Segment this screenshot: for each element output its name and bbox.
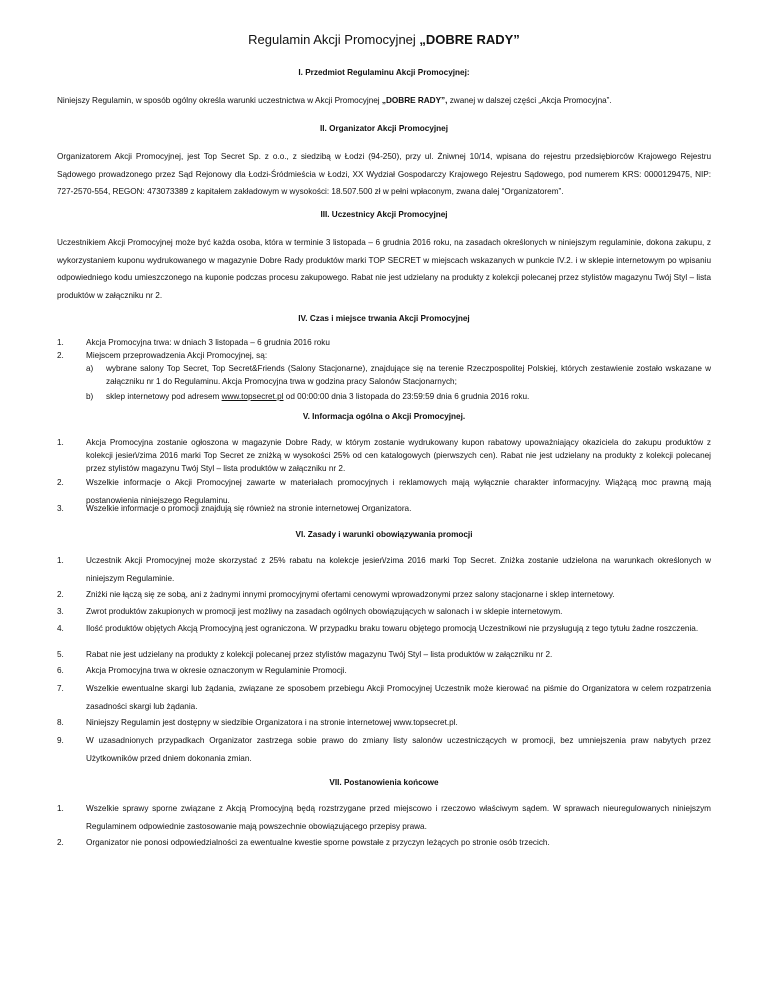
list-number: 6. <box>57 666 64 675</box>
section-5-heading: V. Informacja ogólna o Akcji Promocyjnej. <box>302 412 466 421</box>
section-3-text: Uczestnikiem Akcji Promocyjnej może być każda osoba, która w terminie 3 listopada – 6 grudnia 2016 roku, na zasadach określonych w niniejszym regulaminie, dokona zakupu, z wykorzystaniem kuponu wydrukowanego w magazynie Dobre Rady produktów marki TOP SECRET w miejscach wskazanych w punkcie IV.2. i w sklepie internetowym po wpisaniu odpowiedniego kodu umieszczonego na kuponie podczas procesu zakupowego. Rabat nie jest udzielany na produkty z kolekcji polecanej przez stylistów magazynu Twój Styl – lista produktów w załączniku nr 2. <box>57 238 711 300</box>
section-1-text <box>57 92 711 110</box>
list-number: 3. <box>57 504 64 513</box>
list-number: 1. <box>57 556 64 565</box>
list-item: Wszelkie ewentualne skargi lub żądania, związane ze sposobem przebiegu Akcji Promocyjnej Uczestnik może kierować na piśmie do Organizatora w celem rozpatrzenia zasadności skargi lub żądania. <box>86 684 711 711</box>
list-number: 2. <box>57 590 64 599</box>
list-item: Zniżki nie łączą się ze sobą, ani z żadnymi innymi promocyjnymi ofertami cenowymi wprowadzonymi przez salony stacjonarne i sklep internetowy. <box>86 590 615 599</box>
list-item: Uczestnik Akcji Promocyjnej może skorzystać z 25% rabatu na kolekcje jesień/zima 2016 marki Top Secret. Zniżka zostanie udzielona na warunkach określonych w niniejszym Regulaminie. <box>86 556 711 583</box>
list-item: Wszelkie informacje o promocji znajdują się również na stronie internetowej Organizatora. <box>86 504 412 513</box>
section-6-heading: VI. Zasady i warunki obowiązywania promocji <box>295 530 473 539</box>
list-number: 4. <box>57 624 64 633</box>
title-bold: „DOBRE RADY” <box>419 32 520 47</box>
section-4-heading: IV. Czas i miejsce trwania Akcji Promocyjnej <box>298 314 470 323</box>
list-item: Akcja Promocyjna trwa: w dniach 3 listopada – 6 grudnia 2016 roku <box>86 338 330 347</box>
item-b-text: sklep internetowy pod adresem <box>106 392 222 401</box>
list-item: Rabat nie jest udzielany na produkty z kolekcji polecanej przez stylistów magazynu Twój Styl – lista produktów w załączniku nr 2. <box>86 650 553 659</box>
list-number: 2. <box>57 351 64 360</box>
list-number: 1. <box>57 438 64 447</box>
list-item: Miejscem przeprowadzenia Akcji Promocyjnej, są: <box>86 351 268 360</box>
list-number: 2. <box>57 838 64 847</box>
list-item <box>106 390 711 403</box>
list-number: 5. <box>57 650 64 659</box>
list-item: Ilość produktów objętych Akcją Promocyjną jest ograniczona. W przypadku braku towaru objętego promocją Uczestnikowi nie przysługują z tego tytułu żadne roszczenia. <box>86 624 699 633</box>
section-1-heading: I. Przedmiot Regulaminu Akcji Promocyjnej: <box>298 68 470 77</box>
list-number: 3. <box>57 607 64 616</box>
section-3-heading: III. Uczestnicy Akcji Promocyjnej <box>320 210 448 219</box>
list-letter: a) <box>86 364 94 373</box>
list-number: 8. <box>57 718 64 727</box>
list-item: W uzasadnionych przypadkach Organizator zastrzega sobie prawo do zmiany listy salonów uczestniczących w promocji, bez umniejszenia praw nabytych przez Użytkowników przed dniem dokonania zmian. <box>86 736 711 763</box>
s1-text-c: zwanej w dalszej części „Akcja Promocyjna”. <box>447 96 612 105</box>
topsecret-link[interactable]: www.topsecret.pl <box>221 392 284 401</box>
section-2-text: Organizatorem Akcji Promocyjnej, jest Top Secret Sp. z o.o., z siedzibą w Łodzi (94-250), przy ul. Żniwnej 10/14, wpisana do rejestru przedsiębiorców Krajowego Rejestru Sądowego prowadzonego przez Sąd Rejonowy dla Łodzi-Śródmieścia w Łodzi, XX Wydział Gospodarczy Krajowego Rejestru Sądowego, pod numerem KRS: 0000129475, NIP: 727-2570-554, REGON: 473073389 z kapitałem zakładowym w wysokości: 18.507.500 zł w pełni wpłaconym, zwana dalej “Organizatorem”. <box>57 152 711 196</box>
section-7-heading: VII. Postanowienia końcowe <box>329 778 439 787</box>
list-number: 9. <box>57 736 64 745</box>
list-item: Organizator nie ponosi odpowiedzialności za ewentualne kwestie sporne powstałe z przyczyn leżących po stronie osób trzecich. <box>86 838 550 847</box>
list-number: 7. <box>57 684 64 693</box>
list-number: 1. <box>57 338 64 347</box>
list-item: Zwrot produktów zakupionych w promocji jest możliwy na zasadach ogólnych obowiązujących w salonach i w sklepie internetowym. <box>86 607 563 616</box>
list-number: 1. <box>57 804 64 813</box>
list-letter: b) <box>86 392 94 401</box>
s1-text-a: Niniejszy Regulamin, w sposób ogólny określa warunki uczestnictwa w Akcji Promocyjnej <box>57 96 382 105</box>
document-title <box>0 32 768 47</box>
list-item: Akcja Promocyjna trwa w okresie oznaczonym w Regulaminie Promocji. <box>86 666 347 675</box>
s1-text-b: „DOBRE RADY”, <box>381 96 448 105</box>
list-item: wybrane salony Top Secret, Top Secret&Friends (Salony Stacjonarne), znajdujące się na terenie Rzeczpospolitej Polskiej, których zestawienie zostało wskazane w załączniku nr 1 do Regulaminu. Akcja Promocyjna trwa w godzina pracy Salonów Stacjonarnych; <box>106 364 711 386</box>
list-item: Wszelkie informacje o Akcji Promocyjnej zawarte w materiałach promocyjnych i reklamowych mają wyłącznie charakter informacyjny. Wiążącą moc prawną mają postanowienia niniejszego Regulaminu. <box>86 478 711 505</box>
list-number: 2. <box>57 478 64 487</box>
item-b-text-end: od 00:00:00 dnia 3 listopada do 23:59:59 dnia 6 grudnia 2016 roku. <box>283 392 530 401</box>
list-item: Wszelkie sprawy sporne związane z Akcją Promocyjną będą rozstrzygane przed miejscowo i rzeczowo właściwym sądem. W sprawach nieuregulowanych niniejszym Regulaminem odpowiednie zastosowanie mają powszechnie obowiązującego przepisy prawa. <box>86 804 711 831</box>
list-item: Niniejszy Regulamin jest dostępny w siedzibie Organizatora i na stronie internetowej www.topsecret.pl. <box>86 718 458 727</box>
section-2-heading: II. Organizator Akcji Promocyjnej <box>319 124 448 133</box>
list-item: Akcja Promocyjna zostanie ogłoszona w magazynie Dobre Rady, w którym zostanie wydrukowany kupon rabatowy upoważniający okaziciela do zakupu produktów z kolekcji jesień/zima 2016 marki Top Secret ze zniżką w wysokości 25% od cen katalogowych (pierwszych cen). Rabat nie jest udzielany na produkty z kolekcji polecanej przez stylistów magazynu Twój Styl – lista produktów w załączniku nr 2. <box>86 438 711 473</box>
title-text: Regulamin Akcji Promocyjnej <box>248 32 420 47</box>
